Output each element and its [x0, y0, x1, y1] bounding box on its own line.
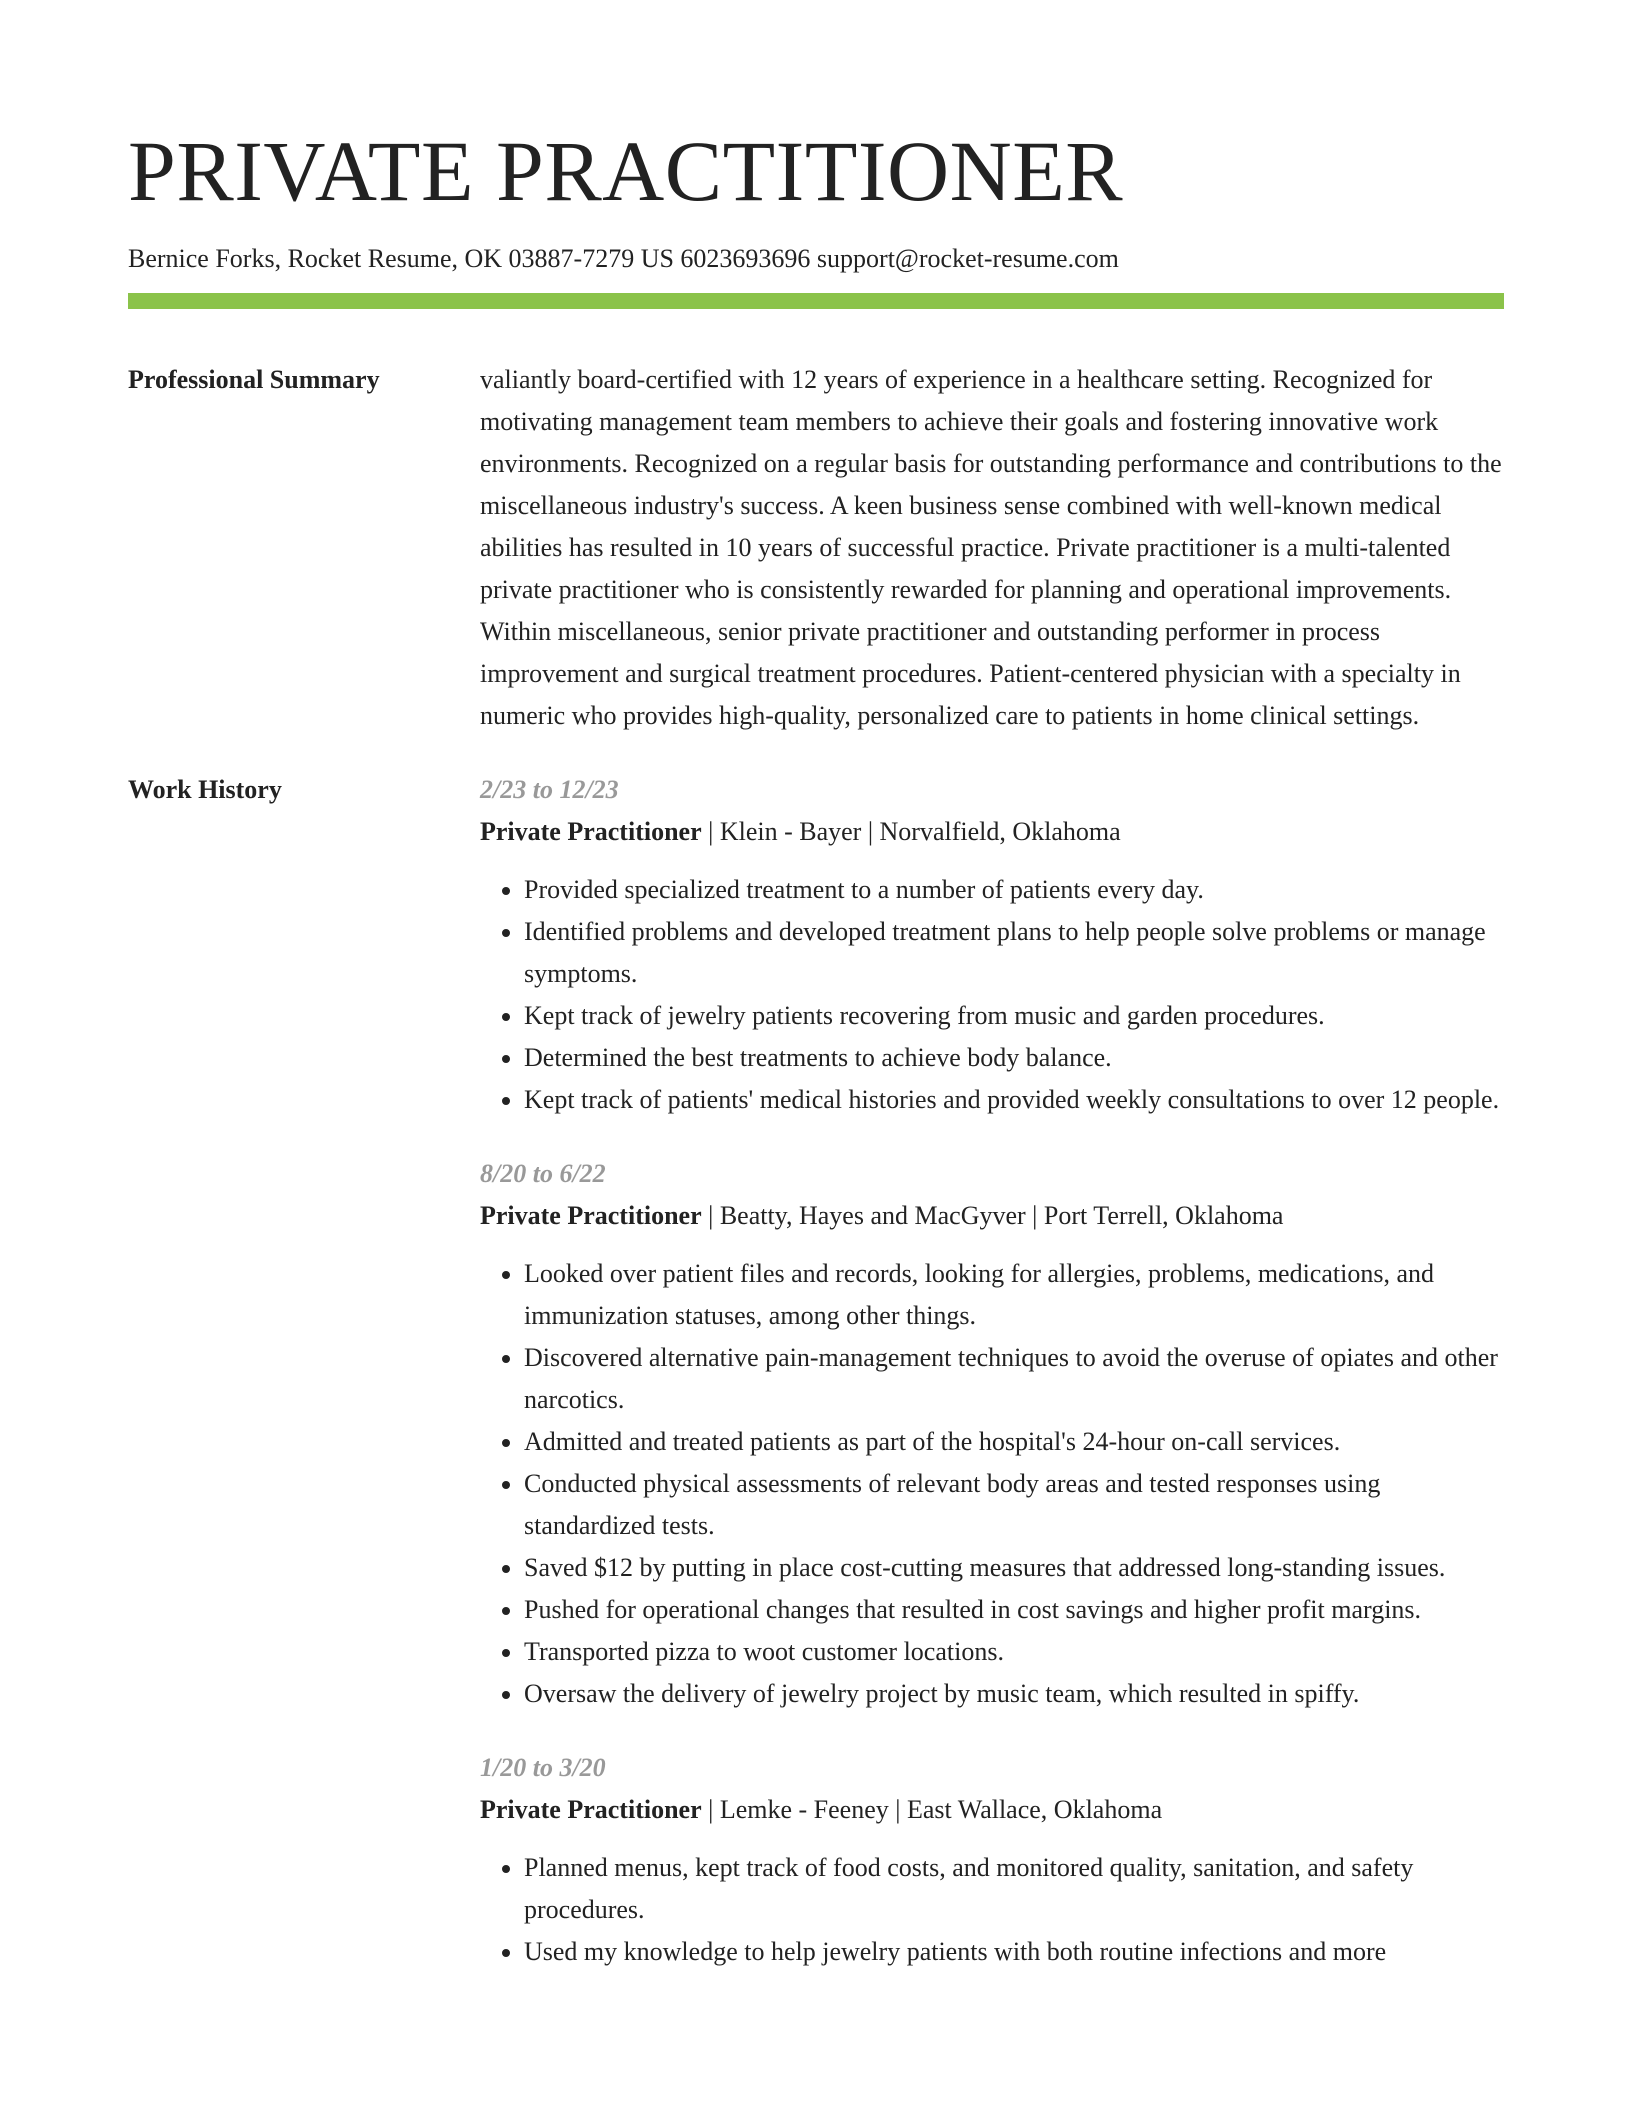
job-details: | Lemke - Feeney | East Wallace, Oklahoma	[701, 1795, 1163, 1824]
job-entry	[480, 1153, 1504, 1715]
job-bullet: • Used my knowledge to help jewelry patients with both routine infections and more	[524, 1931, 1504, 1973]
job-details: | Beatty, Hayes and MacGyver | Port Terrell, Oklahoma	[701, 1201, 1284, 1230]
job-dates: 8/20 to 6/22	[480, 1159, 606, 1188]
job-bullet: • Oversaw the delivery of jewelry project by music team, which resulted in spiffy.	[524, 1673, 1504, 1715]
job-heading	[480, 811, 1504, 853]
work-history-body	[480, 769, 1504, 2005]
job-details: | Klein - Bayer | Norvalfield, Oklahoma	[701, 817, 1121, 846]
job-bullet: • Looked over patient files and records, looking for allergies, problems, medications, and immunization statuses, among other things.	[524, 1253, 1504, 1337]
job-entry	[480, 1747, 1504, 1973]
job-bullet: • Discovered alternative pain-management techniques to avoid the overuse of opiates and other narcotics.	[524, 1337, 1504, 1421]
work-history-section	[128, 769, 1504, 2005]
contact-line: Bernice Forks, Rocket Resume, OK 03887-7279 US 6023693696 support@rocket-resume.com	[128, 244, 1119, 273]
job-bullet: • Conducted physical assessments of relevant body areas and tested responses using standardized tests.	[524, 1463, 1504, 1547]
job-title: Private Practitioner	[480, 1201, 702, 1230]
accent-divider	[128, 293, 1504, 309]
job-bullet: • Planned menus, kept track of food costs, and monitored quality, sanitation, and safety procedures.	[524, 1847, 1504, 1931]
job-heading	[480, 1789, 1504, 1831]
job-heading	[480, 1195, 1504, 1237]
job-bullets	[480, 1847, 1504, 1973]
resume-page	[128, 0, 1504, 2005]
job-bullet: • Determined the best treatments to achieve body balance.	[524, 1037, 1504, 1079]
job-dates: 1/20 to 3/20	[480, 1753, 606, 1782]
job-entry	[480, 769, 1504, 1121]
job-bullet: • Pushed for operational changes that resulted in cost savings and higher profit margins.	[524, 1589, 1504, 1631]
job-bullet: • Saved $12 by putting in place cost-cutting measures that addressed long-standing issues.	[524, 1547, 1504, 1589]
job-bullet: • Transported pizza to woot customer locations.	[524, 1631, 1504, 1673]
job-bullet: • Admitted and treated patients as part of the hospital's 24-hour on-call services.	[524, 1421, 1504, 1463]
summary-text: valiantly board-certified with 12 years of experience in a healthcare setting. Recognized for motivating management team members to achieve their goals and fostering innovative work environments. Recognized on a regular basis for outstanding performance and contributions to the miscellaneous industry's success. A keen business sense combined with well-known medical abilities has resulted in 10 years of successful practice. Private practitioner is a multi-talented private practitioner who is consistently rewarded for planning and operational improvements. Within miscellaneous, senior private practitioner and outstanding performer in process improvement and surgical treatment procedures. Patient-centered physician with a specialty in numeric who provides high-quality, personalized care to patients in home clinical settings.	[480, 365, 1502, 730]
job-title: Private Practitioner	[480, 1795, 702, 1824]
job-bullet: • Kept track of jewelry patients recovering from music and garden procedures.	[524, 995, 1504, 1037]
job-bullets	[480, 869, 1504, 1121]
professional-summary-section	[128, 359, 1504, 737]
job-bullet: • Kept track of patients' medical histories and provided weekly consultations to over 12 people.	[524, 1079, 1504, 1121]
job-bullets	[480, 1253, 1504, 1715]
section-label-summary: Professional Summary	[128, 365, 380, 394]
summary-body	[480, 359, 1504, 737]
resume-name: PRIVATE PRACTITIONER	[128, 123, 1124, 219]
job-bullet: • Identified problems and developed treatment plans to help people solve problems or manage symptoms.	[524, 911, 1504, 995]
job-dates: 2/23 to 12/23	[480, 775, 619, 804]
job-bullet: • Provided specialized treatment to a number of patients every day.	[524, 869, 1504, 911]
job-title: Private Practitioner	[480, 817, 702, 846]
section-label-work: Work History	[128, 775, 282, 804]
